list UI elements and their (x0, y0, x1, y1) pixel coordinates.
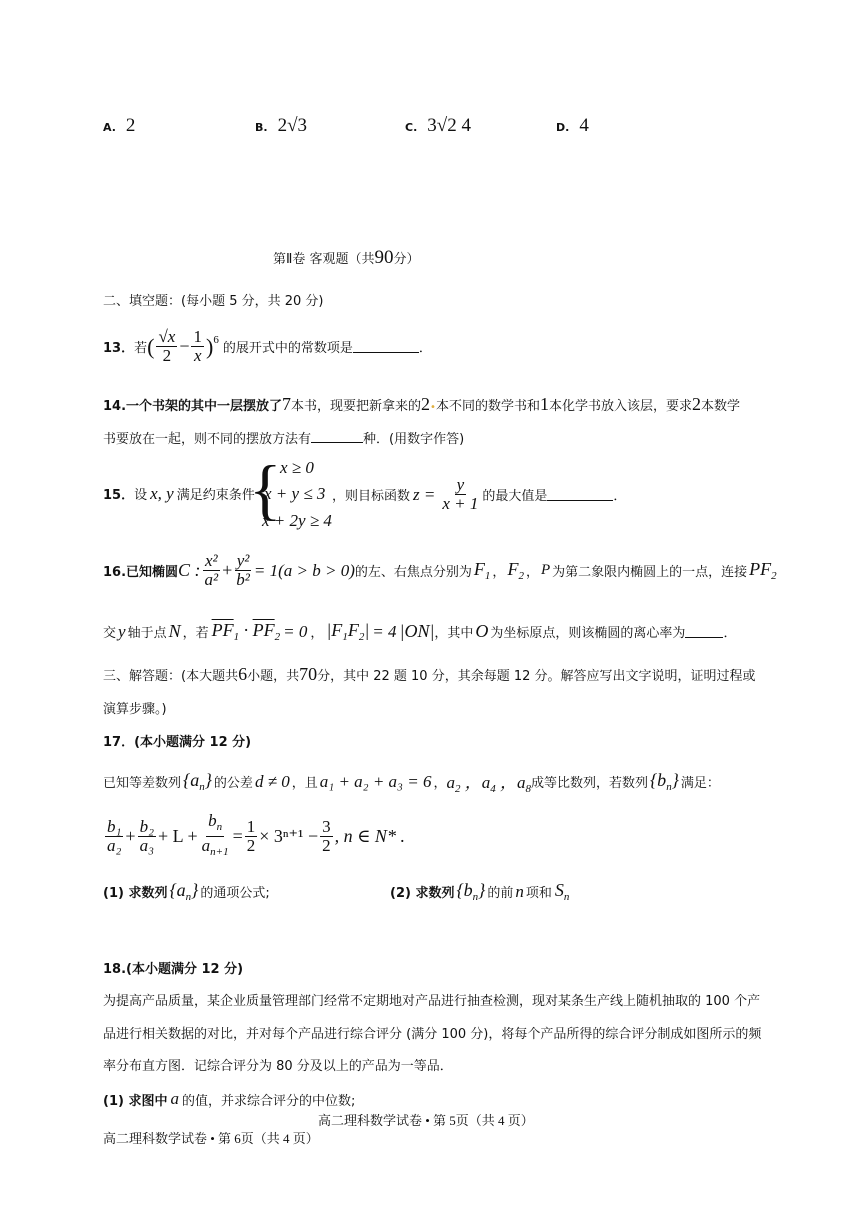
q16-dot-product: $\overline{PF}_1 \cdot \overline{PF}_2$ (211, 620, 281, 643)
question-16-line2: 交 y 轴于点 N ，若 $\overline{PF}_1 \cdot \overline{PF}_2$ = 0 ， $|F_1F_2|$ = 4 |ON| ，其中 O 为坐标原点，则该椭圆的离心率为 ． (103, 620, 737, 643)
q17-title: 17．(本小题满分 12 分) (103, 735, 252, 750)
q18-line3: 率分布直方图．记综合评分为 80 分及以上的产品为一等品． (103, 1059, 453, 1074)
q13-suffix: 的展开式中的常数项是 (222, 341, 353, 356)
q14-num-2b: 2 (691, 394, 701, 414)
q18-part1-b: 的值，并求综合评分的中位数; (181, 1093, 356, 1109)
q16-y-axis: y (118, 621, 126, 641)
q17-formula-rhs: × 3ⁿ⁺¹ − (259, 826, 319, 846)
q16-dot-eq: = 0 (283, 621, 308, 641)
q16-blank (685, 625, 723, 638)
q17-line1-c: ，且 (291, 776, 318, 791)
q17-line1-a: 已知等差数列 (103, 776, 182, 791)
q16-mid: 的左、右焦点分别为 (354, 565, 472, 580)
q17-formula: $\frac{\text{b₁}}{\text{a₂}}$ + $\frac{\text{b₂}}{\text{a₃}}$ + L + $\frac{b_n}{a_{n+1}}$ = $\frac{1}{2}$ × 3ⁿ⁺¹ − $\frac{3}{2}$ , n ∈ N* . (103, 812, 405, 861)
solve-line1-b: 小题，共 (247, 669, 300, 684)
q17-line1-e: 成等比数列，若数列 (530, 776, 648, 791)
q15-constraint-1: x ≥ 0 (280, 458, 314, 477)
q16-mid2: 为第二象限内椭圆上的一点，连接 (552, 565, 748, 580)
q13-paren-open: ( (147, 333, 155, 359)
option-a-value: 2 (125, 115, 136, 136)
q15-lead (103, 484, 255, 504)
question-14-line2 (103, 428, 464, 447)
q15-seg: 满足约束条件 (176, 488, 255, 503)
question-14-line1 (103, 394, 740, 415)
decor-dot: • (430, 402, 436, 413)
q16-f2: $F_2$ (507, 559, 524, 582)
q17-part1-seq: $\{a_n\}$ (169, 880, 199, 903)
q17-frac-1: $\frac{\text{b₁}}{\text{a₂}}$ (107, 817, 122, 855)
q16-abs-f1f2: $|F_1F_2|$ (326, 620, 370, 643)
q13-prefix: 若 (134, 341, 148, 356)
q16-line2-a: 交 (103, 626, 117, 641)
solve-heading-line2: 演算步骤。) (103, 702, 167, 717)
q16-end: ． (723, 626, 737, 641)
q17-part2-seq: $\{b_n\}$ (456, 880, 486, 903)
q16-line2-c: ，若 (182, 626, 209, 641)
q15-blank (547, 488, 613, 501)
q16-plus: + (222, 560, 233, 580)
q13-end: ． (418, 341, 432, 356)
q16-frac-x: $\frac{\text{x²}}{\text{a²}}$ (204, 551, 219, 589)
q16-p: P (540, 562, 551, 578)
q15-end: ． (613, 489, 627, 504)
option-d-letter: D. (556, 121, 570, 134)
q16-f1: $F_1$ (473, 559, 491, 582)
section2-title-suffix: 分） (393, 252, 420, 267)
solve-n6: 6 (238, 664, 248, 684)
q15-number: 15． (103, 488, 135, 503)
q17-part2 (390, 880, 569, 903)
option-c-value: 3√2 4 (427, 115, 471, 136)
fill-heading: 二、填空题：(每小题 5 分，共 20 分) (103, 294, 324, 309)
q14-line1-text: 14.一个书架的其中一层摆放了 (103, 399, 283, 414)
option-a-letter: A. (103, 121, 116, 134)
q17-part2-b: 的前 (487, 886, 514, 901)
q13-exponent: 6 (213, 333, 219, 346)
q17-part2-sn: $S_n$ (554, 880, 570, 903)
q17-frac-three-halves: $\frac{3}{2}$ (322, 817, 331, 855)
option-b (255, 115, 307, 137)
q15-constraint-2: x + y ≤ 3 (264, 484, 326, 503)
q17-part1-a: (1) 求数列 (103, 886, 168, 901)
q14-line2-end: 种．(用数字作答) (363, 432, 465, 447)
q18-part1 (103, 1089, 355, 1109)
section2-title-prefix: 第Ⅱ卷 客观题（共 (273, 252, 375, 267)
question-16-line1: 16.已知椭圆 C : $\frac{\text{x²}}{\text{a²}}$ + $\frac{\text{y²}}{\text{b²}}$ = 1(a > b > 0) 的左、右焦点分别为 $F_1$ ， $F_2$ ， P 为第二象限内椭圆上的一点，连接 $PF_2$ (103, 551, 777, 589)
q13-blank (353, 340, 419, 353)
solve-n70: 70 (299, 664, 318, 684)
q17-formula-tail: , n ∈ N* . (334, 826, 405, 846)
q17-line1-f: 满足： (680, 776, 720, 791)
q17-line1-b: 的公差 (213, 776, 253, 791)
solve-line1-a: 三、解答题：(本大题共 (103, 669, 239, 684)
q17-part2-c: 项和 (525, 886, 552, 901)
option-c (405, 115, 471, 137)
q17-part2-a: (2) 求数列 (390, 886, 455, 901)
q16-ellipse-cond: = 1(a > b > 0) (253, 560, 355, 580)
q15-prefix: 设 (134, 488, 148, 503)
option-d (556, 115, 589, 137)
section2-title (273, 247, 420, 269)
option-c-letter: C. (405, 121, 418, 134)
solve-line1-c: 分，其中 22 题 10 分，其余每题 12 分。解答应写出文字说明，证明过程或 (317, 669, 756, 684)
solve-heading-line1 (103, 664, 756, 685)
q15-objective (332, 476, 626, 513)
q18-line2: 品进行相关数据的对比，并对每个产品进行综合评分 (满分 100 分)，将每个产品所得的综合评分制成如图所示的频 (103, 1027, 762, 1042)
q17-frac-half: $\frac{1}{2}$ (246, 817, 256, 855)
q15-brace: { (249, 451, 282, 527)
q14-num-1: 1 (539, 394, 549, 414)
option-d-value: 4 (579, 115, 589, 136)
q16-line2-e: 为坐标原点，则该椭圆的离心率为 (490, 626, 686, 641)
q16-pf2: $PF_2$ (749, 559, 777, 582)
option-b-letter: B. (255, 121, 268, 134)
q16-ellipse-c: C : (178, 560, 201, 580)
q16-line2-b: 轴于点 (127, 626, 167, 641)
q14-num-2: 2 (421, 394, 431, 414)
q14-num-7: 7 (282, 394, 292, 414)
q18-part1-a: (1) 求图中 (103, 1093, 168, 1109)
q17-sum-eq: a₁ + a₂ + a₃ = 6 (319, 771, 432, 791)
q13-frac-sqrt: $\frac{√x}{2}$ (158, 327, 176, 365)
q16-frac-y: $\frac{\text{y²}}{\text{b²}}$ (236, 551, 250, 589)
q14-seg5: 本数学 (700, 399, 740, 414)
q15-constraint-3: x + 2y ≥ 4 (262, 511, 332, 530)
q17-frac-2: $\frac{\text{b₂}}{\text{a₃}}$ (139, 817, 154, 855)
q13-number: 13． (103, 341, 135, 356)
q16-abs-eq: = 4 (372, 621, 397, 641)
q15-vars: x, y (150, 484, 174, 503)
q14-blank (311, 430, 363, 443)
footer-page5: 高二理科数学试卷 • 第 5页（共 4 页） (318, 1113, 534, 1128)
q17-d-cond: d ≠ 0 (254, 771, 290, 791)
q13-frac-inv: $\frac{1}{x}$ (193, 327, 202, 365)
q15-frac: $\frac{y}{x + 1}$ (442, 475, 479, 513)
q14-seg3: 本不同的数学书和 (435, 399, 540, 414)
q14-seg2: 本书，现要把新拿来的 (291, 399, 422, 414)
q14-line2-text: 书要放在一起，则不同的摆放方法有 (103, 432, 312, 447)
q18-line1: 为提高产品质量，某企业质量管理部门经常不定期地对产品进行抽查检测，现对某条生产线上随机抽取的 100 个产 (103, 994, 761, 1009)
q14-seg4: 本化学书放入该层，要求 (548, 399, 692, 414)
q18-var-a: a (170, 1089, 179, 1108)
q17-line1-d: ， (433, 776, 447, 791)
q16-abs-on: |ON| (399, 621, 435, 641)
q17-seq-a: $\{a_n\}$ (183, 770, 212, 793)
q17-geo-terms: $a_2$ ，$a_4$ ，$a_8$ (446, 773, 531, 795)
q18-title: 18.(本小题满分 12 分) (103, 962, 244, 977)
q13-minus: − (179, 336, 190, 356)
option-b-value: 2√3 (277, 115, 308, 136)
q17-part1 (103, 880, 270, 903)
q16-line2-d: ，其中 (434, 626, 474, 641)
q17-part1-b: 的通项公式; (200, 886, 270, 901)
section2-score: 90 (374, 247, 394, 268)
q17-seq-b: $\{b_n\}$ (649, 770, 679, 793)
q15-suffix: 的最大值是 (482, 489, 548, 504)
q15-mid: ，则目标函数 (332, 489, 411, 504)
q15-z: z = (413, 484, 436, 504)
q16-n: N (168, 621, 181, 641)
q17-line1 (103, 768, 720, 795)
question-13 (103, 328, 432, 365)
footer-page6: 高二理科数学试卷 • 第 6页（共 4 页） (103, 1131, 319, 1146)
q16-o: O (475, 621, 489, 641)
q17-part2-n: n (515, 881, 524, 901)
q17-frac-n: $\frac{b_n}{a_{n+1}}$ (201, 811, 229, 858)
q16-prefix: 16.已知椭圆 (103, 565, 179, 580)
option-a (103, 115, 135, 137)
q13-paren-close: ) (205, 333, 214, 359)
